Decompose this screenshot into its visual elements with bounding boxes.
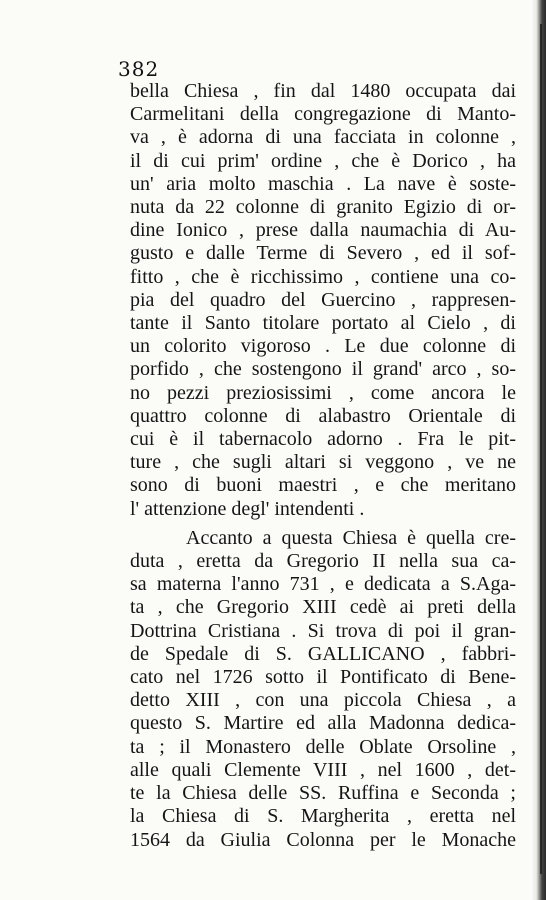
text-line: ta ; il Monastero delle Oblate Orsoline ,: [130, 735, 516, 758]
text-line: gusto e dalle Terme di Severo , ed il sof-: [130, 242, 516, 265]
text-line: dine Ionico , prese dalla naumachia di Au-: [130, 219, 516, 242]
text-line: va , è adorna di una facciata in colonne ,: [130, 126, 516, 149]
text-line: detto XIII , con una piccola Chiesa , a: [130, 689, 516, 712]
page-edge-line: [540, 24, 542, 874]
text-line: sono di buoni maestri , e che meritano: [130, 474, 516, 497]
text-line: sa materna l'anno 731 , e dedicata a S.Aga-: [130, 573, 516, 596]
text-line: Dottrina Cristiana . Si trova di poi il gran-: [130, 619, 516, 642]
text-line: de Spedale di S. GALLICANO , fabbri-: [130, 642, 516, 665]
text-line: la Chiesa di S. Margherita , eretta nel: [130, 805, 516, 828]
text-line: duta , eretta da Gregorio II nella sua ca-: [130, 550, 516, 573]
text-line: l' attenzione degl' intendenti .: [130, 497, 365, 520]
page-number: 382: [118, 57, 160, 81]
text-line: fitto , che è ricchissimo , contiene una co-: [130, 265, 516, 288]
text-line: porfido , che sostengono il grand' arco , so-: [130, 358, 516, 381]
paragraph-2: [130, 527, 516, 852]
body-text: [130, 80, 516, 852]
paragraph-1: [130, 80, 516, 521]
text-line: ta , che Gregorio XIII cedè ai preti della: [130, 596, 516, 619]
text-line: alle quali Clemente VIII , nel 1600 , det-: [130, 758, 516, 781]
text-line: no pezzi preziosissimi , come ancora le: [130, 381, 516, 404]
text-line: cui è il tabernacolo adorno . Fra le pit-: [130, 428, 516, 451]
page-edge-shadow: [530, 0, 546, 900]
text-line: Accanto a questa Chiesa è quella cre-: [186, 526, 516, 549]
text-line: Carmelitani della congregazione di Manto-: [130, 103, 516, 126]
text-line: tante il Santo titolare portato al Cielo , di: [130, 312, 516, 335]
text-line: pia del quadro del Guercino , rappresen-: [130, 288, 516, 311]
text-line: un' aria molto maschia . La nave è soste-: [130, 172, 516, 195]
text-line: 1564 da Giulia Colonna per le Monache: [130, 828, 516, 851]
text-line: bella Chiesa , fin dal 1480 occupata dai: [130, 80, 516, 102]
text-line: te la Chiesa delle SS. Ruffina e Seconda ;: [130, 782, 516, 805]
text-line: cato nel 1726 sotto il Pontificato di Bene-: [130, 666, 516, 689]
text-line: questo S. Martire ed alla Madonna dedica-: [130, 712, 516, 735]
text-line: un colorito vigoroso . Le due colonne di: [130, 335, 516, 358]
text-line: ture , che sugli altari si veggono , ve ne: [130, 451, 516, 474]
text-line: quattro colonne di alabastro Orientale di: [130, 404, 516, 427]
text-line: il di cui prim' ordine , che è Dorico , ha: [130, 149, 516, 172]
text-line: nuta da 22 colonne di granito Egizio di or-: [130, 196, 516, 219]
